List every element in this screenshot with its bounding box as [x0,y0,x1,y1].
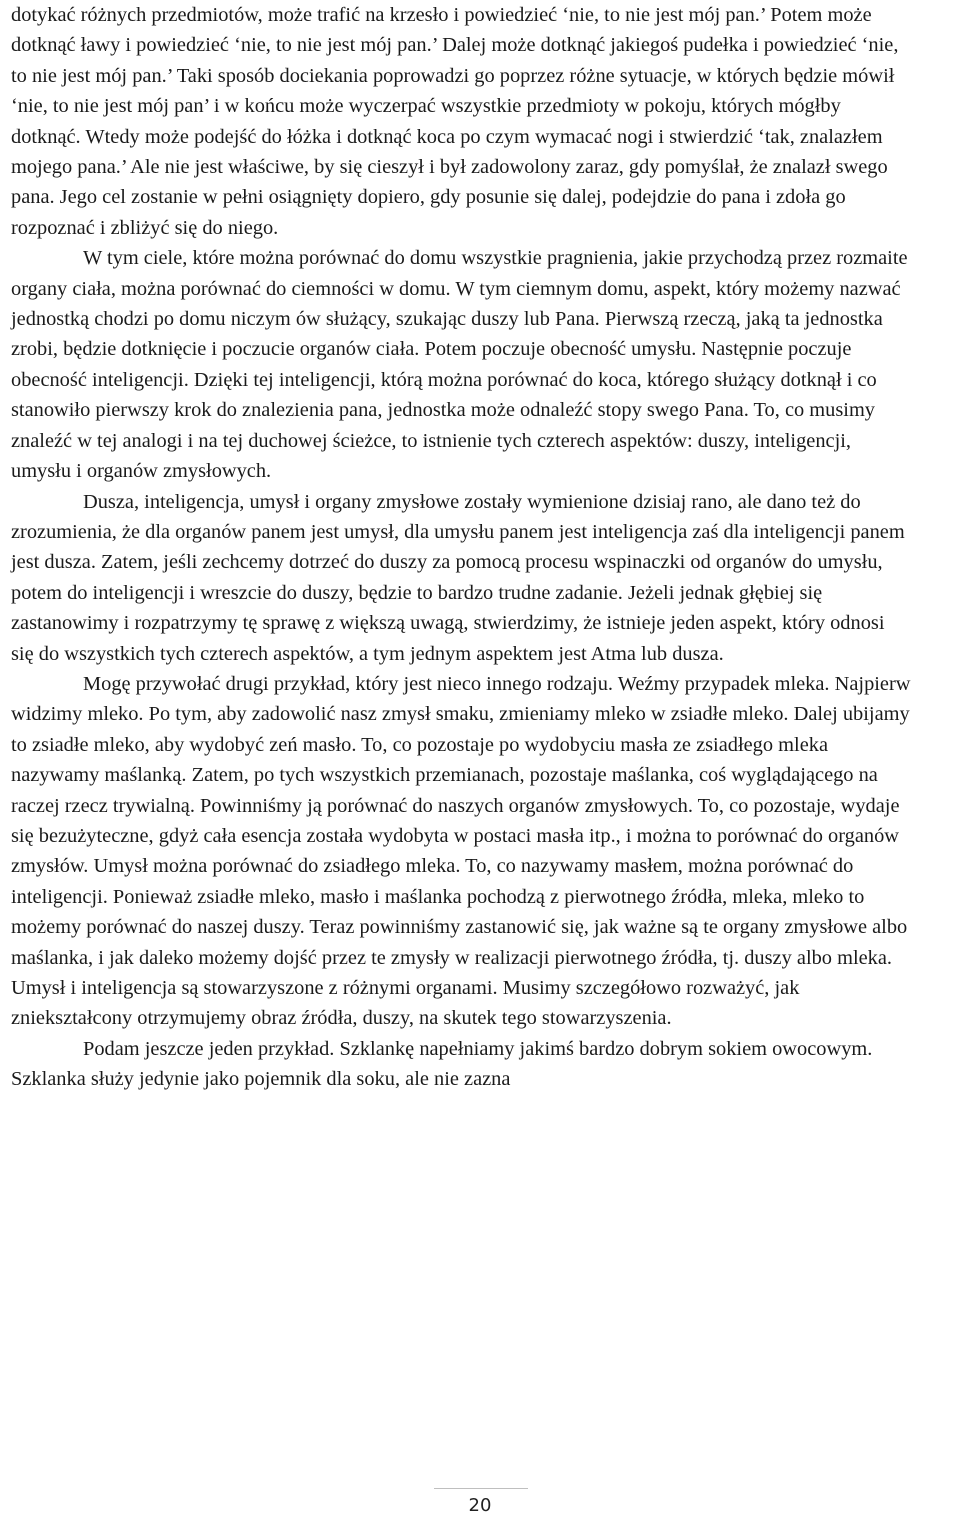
page-number: 20 [468,1495,492,1516]
paragraph-5: Podam jeszcze jeden przykład. Szklankę napełniamy jakimś bardzo dobrym sokiem owocowym. Szklanka służy jedynie jako pojemnik dla soku, ale nie zazna [11,1037,873,1091]
footer-divider [434,1488,528,1489]
paragraph-3: Dusza, inteligencja, umysł i organy zmysłowe zostały wymienione dzisiaj rano, ale dano też do zrozumienia, że dla organów panem jest umysł, dla umysłu panem jest inteligencja zaś dla inteligencji panem jest dusza. Zatem, jeśli zechcemy dotrzeć do duszy za pomocą procesu wspinaczki od organów do umysłu, potem do inteligencji i wreszcie do duszy, będzie to bardzo trudne zadanie. Jeżeli jednak głębiej się zastanowimy i rozpatrzymy tę sprawę z większą uwagą, stwierdzimy, że istnieje jeden aspekt, który odnosi się do wszystkich tych czterech aspektów, a tym jednym aspektem jest Atma lub dusza. [11,490,905,665]
paragraph-2: W tym ciele, które można porównać do domu wszystkie pragnienia, jakie przychodzą przez rozmaite organy ciała, można porównać do ciemności w domu. W tym ciemnym domu, aspekt, który możemy nazwać jednostką chodzi po domu niczym ów służący, szukając duszy lub Pana. Pierwszą rzeczą, jaką ta jednostka zrobi, będzie dotknięcie i poczucie organów ciała. Potem poczuje obecność umysłu. Następnie poczuje obecność inteligencji. Dzięki tej inteligencji, którą można porównać do koca, którego służący dotknął i co stanowiło pierwszy krok do znalezienia pana, jednostka może odnaleźć stopy swego Pana. To, co musimy znaleźć w tej analogi i na tej duchowej ścieżce, to istnienie tych czterech aspektów: duszy, inteligencji, umysłu i organów zmysłowych. [11,247,908,483]
body-text [11,0,911,1095]
paragraph-1: dotykać różnych przedmiotów, może trafić na krzesło i powiedzieć ‘nie, to nie jest mój pan.’ Potem może dotknąć ławy i powiedzieć ‘nie, to nie jest mój pan.’ Dalej może dotknąć jakiegoś pudełka i powiedzieć ‘nie, to nie jest mój pan.’ Taki sposób dociekania poprowadzi go poprzez różne sytuacje, w których będzie mówił ‘nie, to nie jest mój pan’ i w końcu może wyczerpać wszystkie przedmioty w pokoju, których mógłby dotknąć. Wtedy może podejść do łóżka i dotknąć koca po czym wymacać nogi i stwierdzić ‘tak, znalazłem mojego pana.’ Ale nie jest właściwe, by się cieszył i był zadowolony zaraz, gdy pomyślał, że znalazł swego pana. Jego cel zostanie w pełni osiągnięty dopiero, gdy posunie się dalej, podejdzie do pana i zdoła go rozpoznać i zbliżyć się do niego. [11,4,899,239]
paragraph-4: Mogę przywołać drugi przykład, który jest nieco innego rodzaju. Weźmy przypadek mleka. Najpierw widzimy mleko. Po tym, aby zadowolić nasz zmysł smaku, zmieniamy mleko w zsiadłe mleko. Dalej ubijamy to zsiadłe mleko, aby wydobyć zeń masło. To, co pozostaje po wydobyciu masła ze zsiadłego mleka nazywamy maślanką. Zatem, po tych wszystkich przemianach, pozostaje maślanka, coś wyglądającego na raczej rzecz trywialną. Powinniśmy ją porównać do naszych organów zmysłowych. To, co pozostaje, wydaje się bezużyteczne, gdyż cała esencja została wydobyta w postaci masła itp., i można to porównać do organów zmysłów. Umysł można porównać do zsiadłego mleka. To, co nazywamy masłem, można porównać do inteligencji. Ponieważ zsiadłe mleko, masło i maślanka pochodzą z pierwotnego źródła, mleka, mleko to możemy porównać do naszej duszy. Teraz powinniśmy zastanowić się, jak ważne są te organy zmysłowe albo maślanka, i jak daleko możemy dojść przez te zmysły w realizacji pierwotnego źródła, tj. duszy albo mleka. Umysł i inteligencja są stowarzyszone z różnymi organami. Musimy szczegółowo rozważyć, jak zniekształcony otrzymujemy obraz źródła, duszy, na skutek tego stowarzyszenia. [11,672,911,1030]
